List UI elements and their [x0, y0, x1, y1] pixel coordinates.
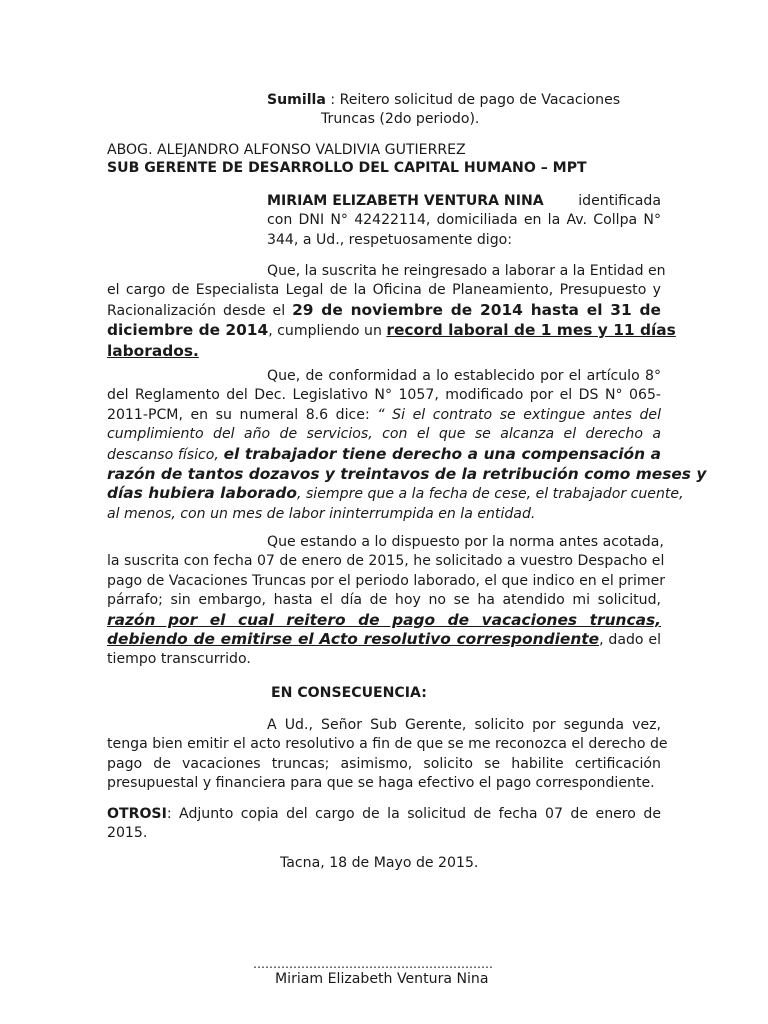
p2-l4: cumplimiento del año de servicios, con el que se alcanza el derecho a — [107, 426, 661, 443]
p4-l1: A Ud., Señor Sub Gerente, solicito por segunda vez, — [267, 717, 661, 733]
sender-line2: con DNI N° 42422114, domiciliada en la Av. Collpa N° — [267, 212, 661, 229]
p3-l7: tiempo transcurrido. — [107, 651, 251, 668]
p1-l4b: , cumpliendo un — [268, 323, 387, 340]
sumilla — [267, 91, 620, 110]
otrosi-label: OTROSI — [107, 806, 167, 822]
p1-l2: el cargo de Especialista Legal de la Oficina de Planeamiento, Presupuesto y — [107, 282, 661, 299]
p1-l4c: record laboral de 1 mes y 11 días — [386, 321, 676, 340]
sender-line3: 344, a Ud., respetuosamente digo: — [267, 231, 513, 248]
p2-l1: Que, de conformidad a lo establecido por el artículo 8° — [267, 368, 661, 384]
p2-l2: del Reglamento del Dec. Legislativo N° 1057, modificado por el DS N° 065- — [107, 387, 661, 404]
paragraph-4 — [107, 716, 668, 794]
paragraph-2 — [107, 367, 707, 524]
p1-l1: Que, la suscrita he reingresado a laborar a la Entidad en — [267, 263, 666, 279]
sender-block — [267, 192, 661, 250]
p3-l6b: , dado el — [599, 632, 661, 649]
p2-l3b: “ Si el contrato se extingue antes del — [377, 406, 661, 423]
sumilla-text-line1: : Reitero solicitud de pago de Vacaciones — [325, 92, 621, 108]
p2-l5b: el trabajador tiene derecho a una compensación a — [223, 444, 661, 463]
p3-l5: razón por el cual reitero de pago de vacaciones truncas, — [107, 610, 661, 629]
p1-l5: laborados. — [107, 341, 199, 360]
p2-l3a: 2011-PCM, en su numeral 8.6 dice: — [107, 406, 378, 423]
addressee-title: SUB GERENTE DE DESARROLLO DEL CAPITAL HUMANO – MPT — [107, 160, 587, 176]
p3-l1: Que estando a lo dispuesto por la norma antes acotada, — [267, 534, 664, 550]
p1-l3a: Racionalización desde el — [107, 302, 293, 319]
p4-l2: tenga bien emitir el acto resolutivo a fin de que se me reconozca el derecho de — [107, 736, 668, 753]
p2-l6: razón de tantos dozavos y treintavos de la retribución como meses y — [107, 465, 707, 484]
paragraph-1 — [107, 262, 676, 362]
consecuencia-heading: EN CONSECUENCIA: — [271, 685, 427, 701]
p2-l7b: , siempre que a la fecha de cese, el trabajador cuente, — [297, 486, 684, 503]
p2-l8: al menos, con un mes de labor ininterrumpida en la entidad. — [107, 505, 536, 522]
p1-l3b: 29 de noviembre de 2014 hasta el 31 de — [292, 300, 661, 319]
sumilla-label: Sumilla — [267, 92, 326, 108]
p4-l3: pago de vacaciones truncas; asimismo, solicito se habilite certificación — [107, 755, 661, 772]
otrosi-l1: : Adjunto copia del cargo de la solicitud de fecha 07 de enero de — [166, 806, 661, 822]
sender-name: MIRIAM ELIZABETH VENTURA NINA — [267, 193, 544, 209]
p4-l4: presupuestal y financiera para que se haga efectivo el pago correspondiente. — [107, 775, 655, 792]
p3-l4: párrafo; sin embargo, hasta el día de hoy no se ha atendido mi solicitud, — [107, 592, 661, 609]
p2-l7a: días hubiera laborado — [107, 484, 297, 503]
p3-l3: pago de Vacaciones Truncas por el periodo laborado, el que indico en el primer — [107, 572, 666, 589]
otrosi — [107, 805, 661, 844]
sender-line1-rest: identificada — [578, 193, 661, 209]
signature-name: Miriam Elizabeth Ventura Nina — [275, 971, 489, 987]
paragraph-3 — [107, 533, 666, 670]
signature-line: …………………………………………………… — [253, 957, 493, 971]
p1-l4a: diciembre de 2014 — [107, 321, 269, 340]
otrosi-l2: 2015. — [107, 825, 148, 842]
place-date: Tacna, 18 de Mayo de 2015. — [280, 855, 479, 871]
p3-l6a: debiendo de emitirse el Acto resolutivo correspondiente — [107, 630, 600, 649]
p3-l2: la suscrita con fecha 07 de enero de 2015, he solicitado a vuestro Despacho el — [107, 553, 665, 570]
addressee-name: ABOG. ALEJANDRO ALFONSO VALDIVIA GUTIERREZ — [107, 142, 466, 158]
sumilla-text-line2: Truncas (2do periodo). — [321, 111, 480, 127]
p2-l5a: descanso físico, — [107, 446, 224, 463]
